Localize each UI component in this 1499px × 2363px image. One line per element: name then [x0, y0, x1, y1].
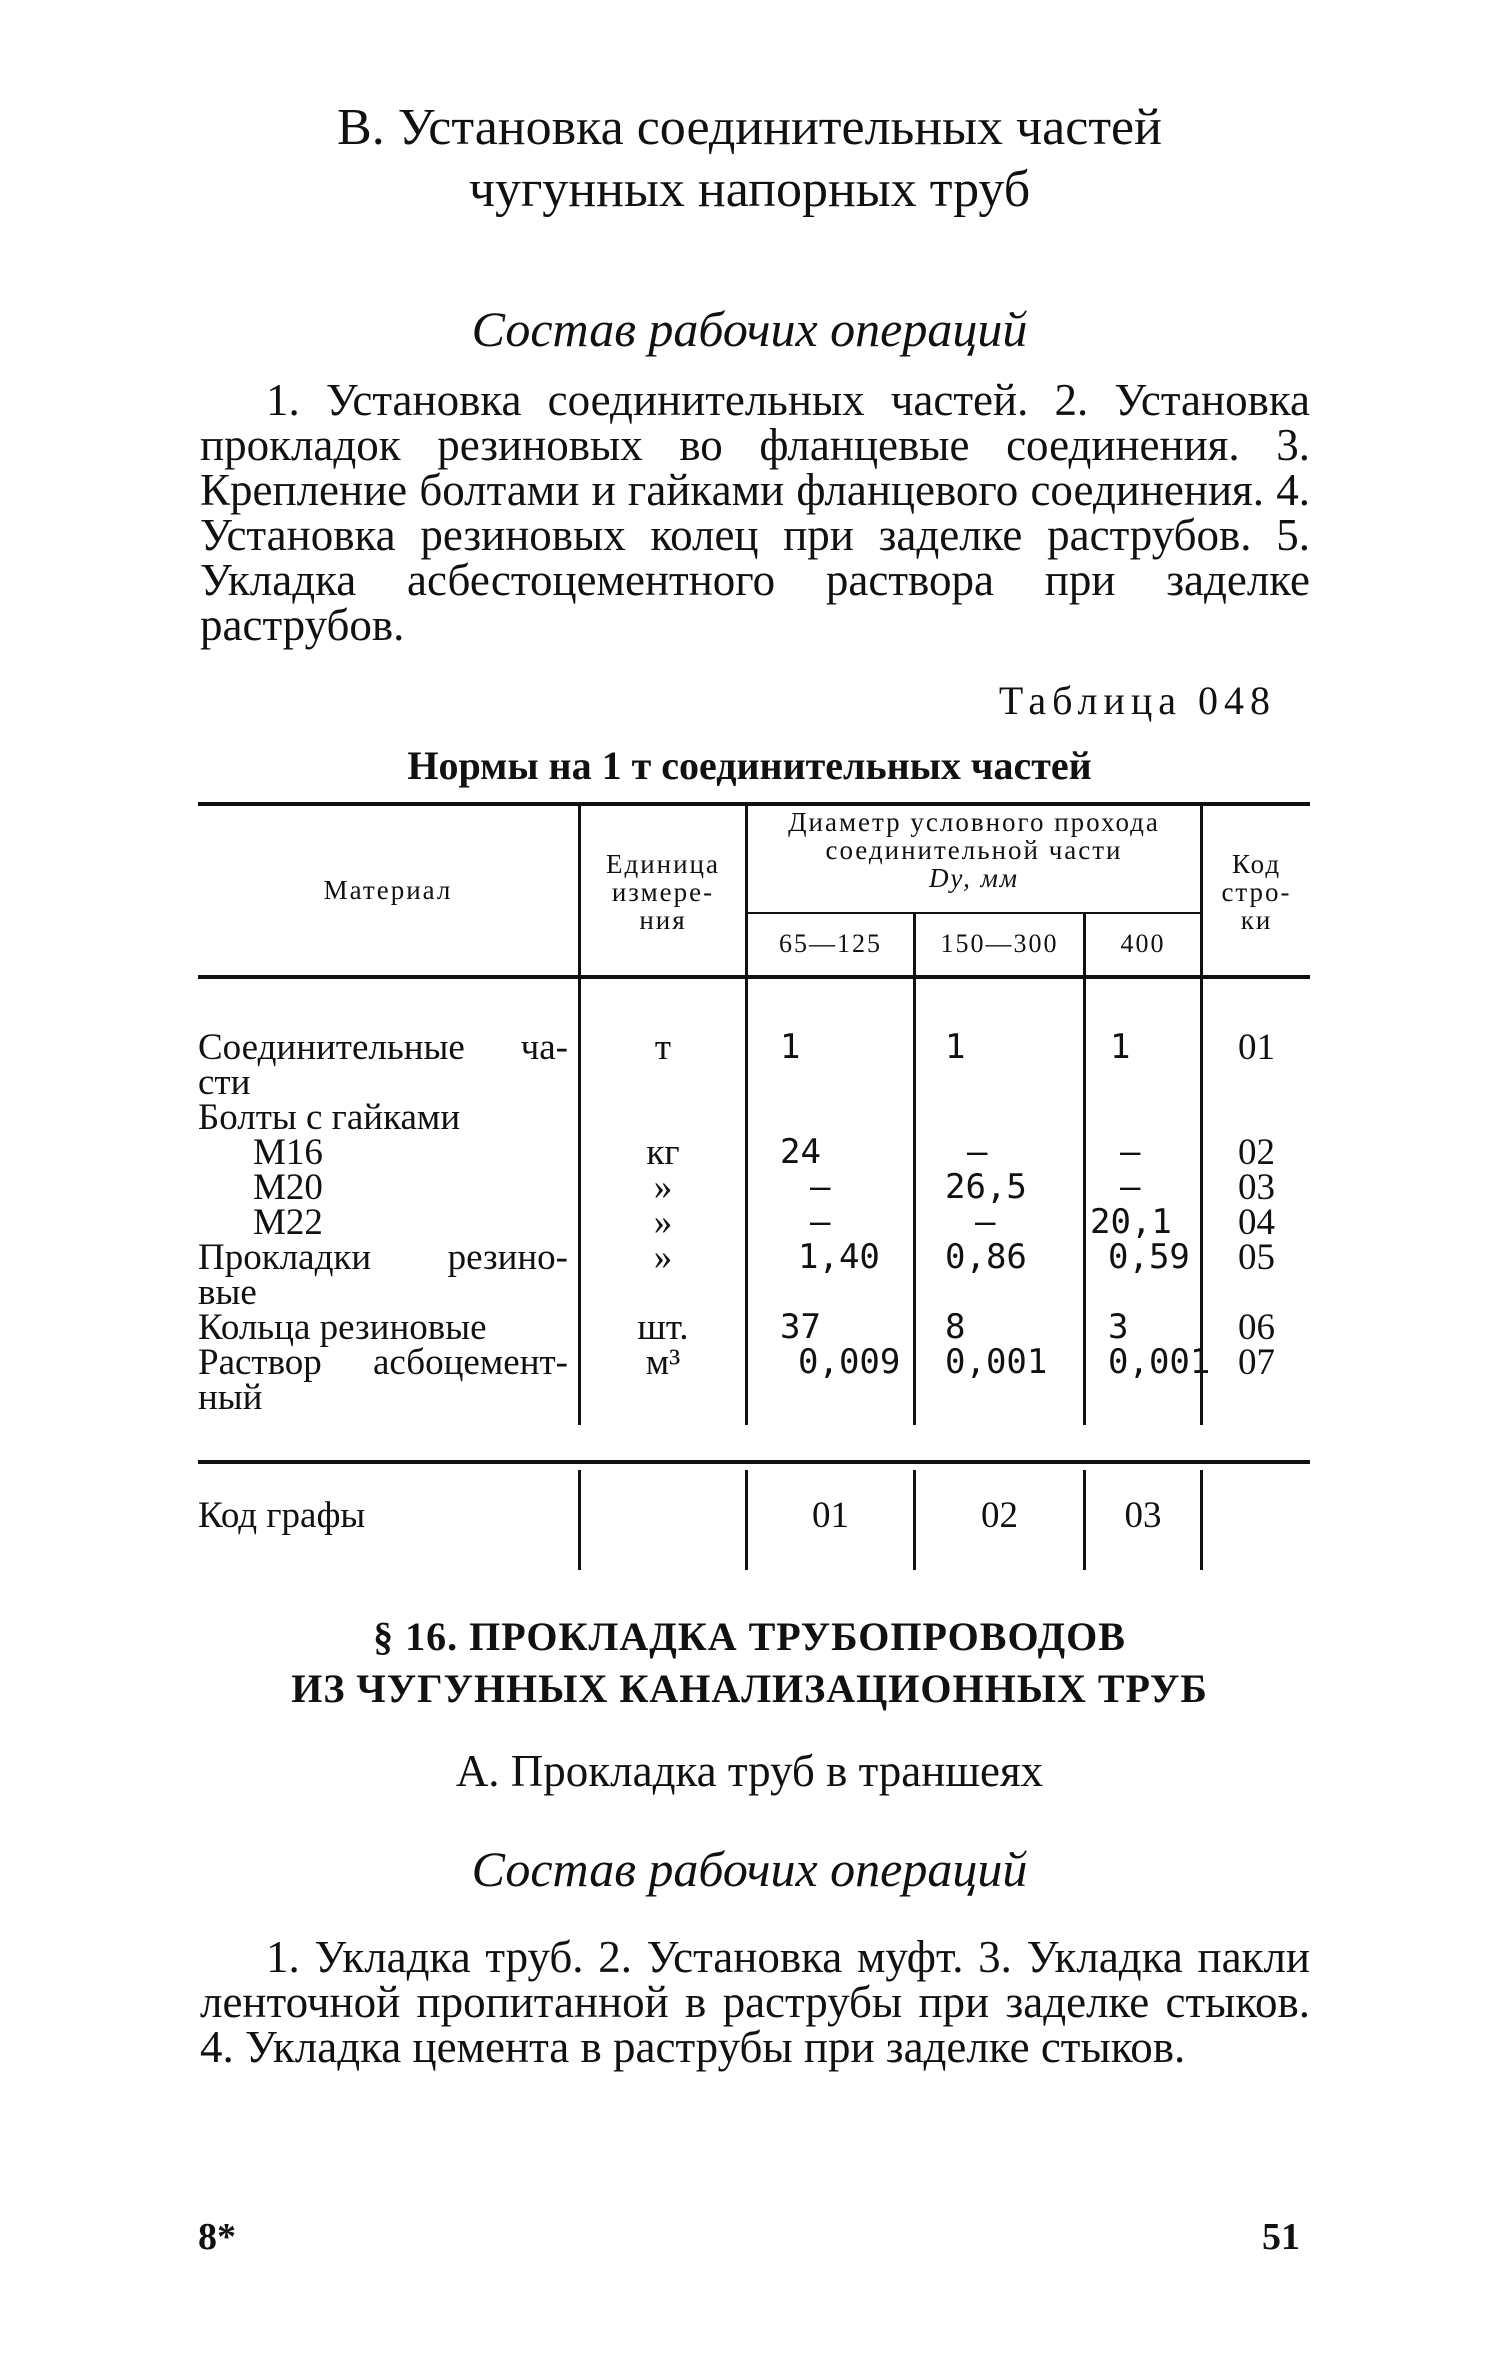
value-cell: —: [1120, 1132, 1141, 1172]
material-row: вые: [198, 1272, 257, 1313]
material-row: Раствор асбоцемент-: [198, 1342, 568, 1383]
value-column-2: [945, 1027, 1075, 1382]
material-row: ный: [198, 1377, 263, 1418]
footer-code-1: 01: [812, 1495, 849, 1536]
section-title-line2: чугунных напорных труб: [468, 161, 1031, 218]
unit-cell: »: [653, 1167, 673, 1208]
unit-column: [581, 1027, 745, 1383]
header-diameter-line: соединительной части: [825, 835, 1123, 865]
material-row: М16: [253, 1132, 323, 1173]
material-row: сти: [198, 1062, 251, 1103]
value-cell: 3: [1108, 1307, 1129, 1347]
section16-operations-heading: Состав рабочих операций: [471, 1841, 1028, 1897]
header-code-line: ки: [1240, 905, 1273, 935]
value-cell: 37: [780, 1307, 821, 1347]
table-top-rule: [198, 802, 1310, 806]
material-row: Болты с гайками: [198, 1097, 461, 1138]
section16-subtitle: А. Прокладка труб в траншеях: [455, 1746, 1044, 1796]
value-cell: 0,86: [945, 1237, 1027, 1277]
header-code-line: Код: [1231, 849, 1282, 879]
code-cell: 07: [1238, 1342, 1275, 1383]
value-cell: 1: [945, 1027, 966, 1067]
material-column: [198, 1027, 568, 1418]
header-d1: 65—125: [779, 929, 882, 958]
unit-cell: кг: [646, 1132, 680, 1173]
header-unit-line: ния: [639, 905, 687, 935]
operations-paragraph: [200, 375, 1310, 650]
value-cell: 0,59: [1108, 1237, 1190, 1277]
code-cell: 05: [1238, 1237, 1275, 1278]
material-row: Кольца резиновые: [198, 1307, 487, 1348]
footer-signature: 8*: [198, 2216, 236, 2258]
operations-heading: Состав рабочих операций: [471, 301, 1028, 357]
header-unit: [581, 850, 745, 934]
header-unit-line: измере-: [611, 877, 715, 907]
section16-title-line2: ИЗ ЧУГУННЫХ КАНАЛИЗАЦИОННЫХ ТРУБ: [291, 1666, 1208, 1711]
code-cell: 01: [1238, 1027, 1275, 1068]
footer-code-3: 03: [1124, 1495, 1162, 1536]
header-code: [1203, 850, 1310, 934]
section-title-line1: В. Установка соединительных частей: [337, 99, 1162, 156]
value-cell: —: [975, 1202, 996, 1242]
section16-title-line1: § 16. ПРОКЛАДКА ТРУБОПРОВОДОВ: [373, 1614, 1126, 1659]
header-diameter-line: Диаметр условного прохода: [788, 807, 1160, 837]
table-number: Таблица 048: [998, 678, 1276, 723]
unit-cell: »: [653, 1237, 673, 1278]
value-cell: —: [1120, 1167, 1141, 1207]
section16-operations-text: 1. Укладка труб. 2. Установка муфт. 3. Укладка пакли ленточной пропитанной в раструбы при заделке стыков. 4. Укладка цемента в раструбы при заделке стыков.: [200, 1932, 1310, 2072]
value-cell: 8: [945, 1307, 966, 1347]
value-cell: 0,009: [798, 1342, 901, 1382]
footer-label: Код графы: [198, 1495, 366, 1536]
body-bottom-rule: [198, 1460, 1310, 1464]
header-diameter-line: Dу, мм: [928, 863, 1020, 893]
code-column: [1238, 1027, 1308, 1383]
header-code-line: стро-: [1221, 877, 1292, 907]
header-d2: 150—300: [940, 929, 1059, 958]
header-d3: 400: [1120, 929, 1166, 958]
header-unit-line: Единица: [605, 849, 720, 879]
value-cell: 1: [780, 1027, 801, 1067]
col-divider: [913, 985, 916, 1425]
value-cell: 0,001: [945, 1342, 1048, 1382]
value-cell: 24: [780, 1132, 821, 1172]
value-column-3: [1090, 1027, 1211, 1382]
code-cell: 02: [1238, 1132, 1275, 1173]
code-cell: 06: [1238, 1307, 1275, 1348]
material-row: М22: [253, 1202, 323, 1243]
material-row: М20: [253, 1167, 323, 1208]
unit-cell: »: [653, 1202, 673, 1243]
value-column-1: [780, 1027, 901, 1382]
unit-cell: м³: [645, 1342, 681, 1383]
value-cell: 26,5: [945, 1167, 1027, 1207]
col-divider: [578, 1470, 581, 1570]
value-cell: —: [810, 1202, 831, 1242]
col-divider: [1083, 985, 1086, 1425]
unit-cell: т: [654, 1027, 672, 1068]
value-cell: 20,1: [1090, 1202, 1172, 1242]
col-divider: [1200, 1470, 1203, 1570]
material-row: Прокладки резино-: [198, 1237, 568, 1278]
section16-operations-paragraph: [200, 1932, 1310, 2072]
value-cell: 1,40: [798, 1237, 880, 1277]
col-divider: [745, 985, 748, 1425]
unit-cell: шт.: [637, 1307, 689, 1348]
header-diameter: [748, 808, 1200, 892]
page-number: 51: [1262, 2216, 1300, 2258]
footer-code-2: 02: [981, 1495, 1018, 1536]
operations-text: 1. Установка соединительных частей. 2. Установка прокладок резиновых во фланцевые соединения. 3. Крепление болтами и гайками фланцевого соединения. 4. Установка резиновых колец при заделке раструбов. 5. Укладка асбестоцементного раствора при заделке раструбов.: [200, 375, 1310, 650]
table-title: Нормы на 1 т соединительных частей: [407, 743, 1092, 788]
header-divider: [745, 912, 1201, 914]
value-cell: 0,001: [1108, 1342, 1211, 1382]
material-row: Соединительные ча-: [198, 1027, 568, 1068]
value-cell: —: [810, 1167, 831, 1207]
value-cell: —: [967, 1132, 988, 1172]
value-cell: 1: [1110, 1027, 1131, 1067]
header-bottom-rule: [198, 975, 1310, 979]
header-material: Материал: [323, 875, 453, 905]
code-cell: 04: [1238, 1202, 1275, 1243]
code-cell: 03: [1238, 1167, 1275, 1208]
